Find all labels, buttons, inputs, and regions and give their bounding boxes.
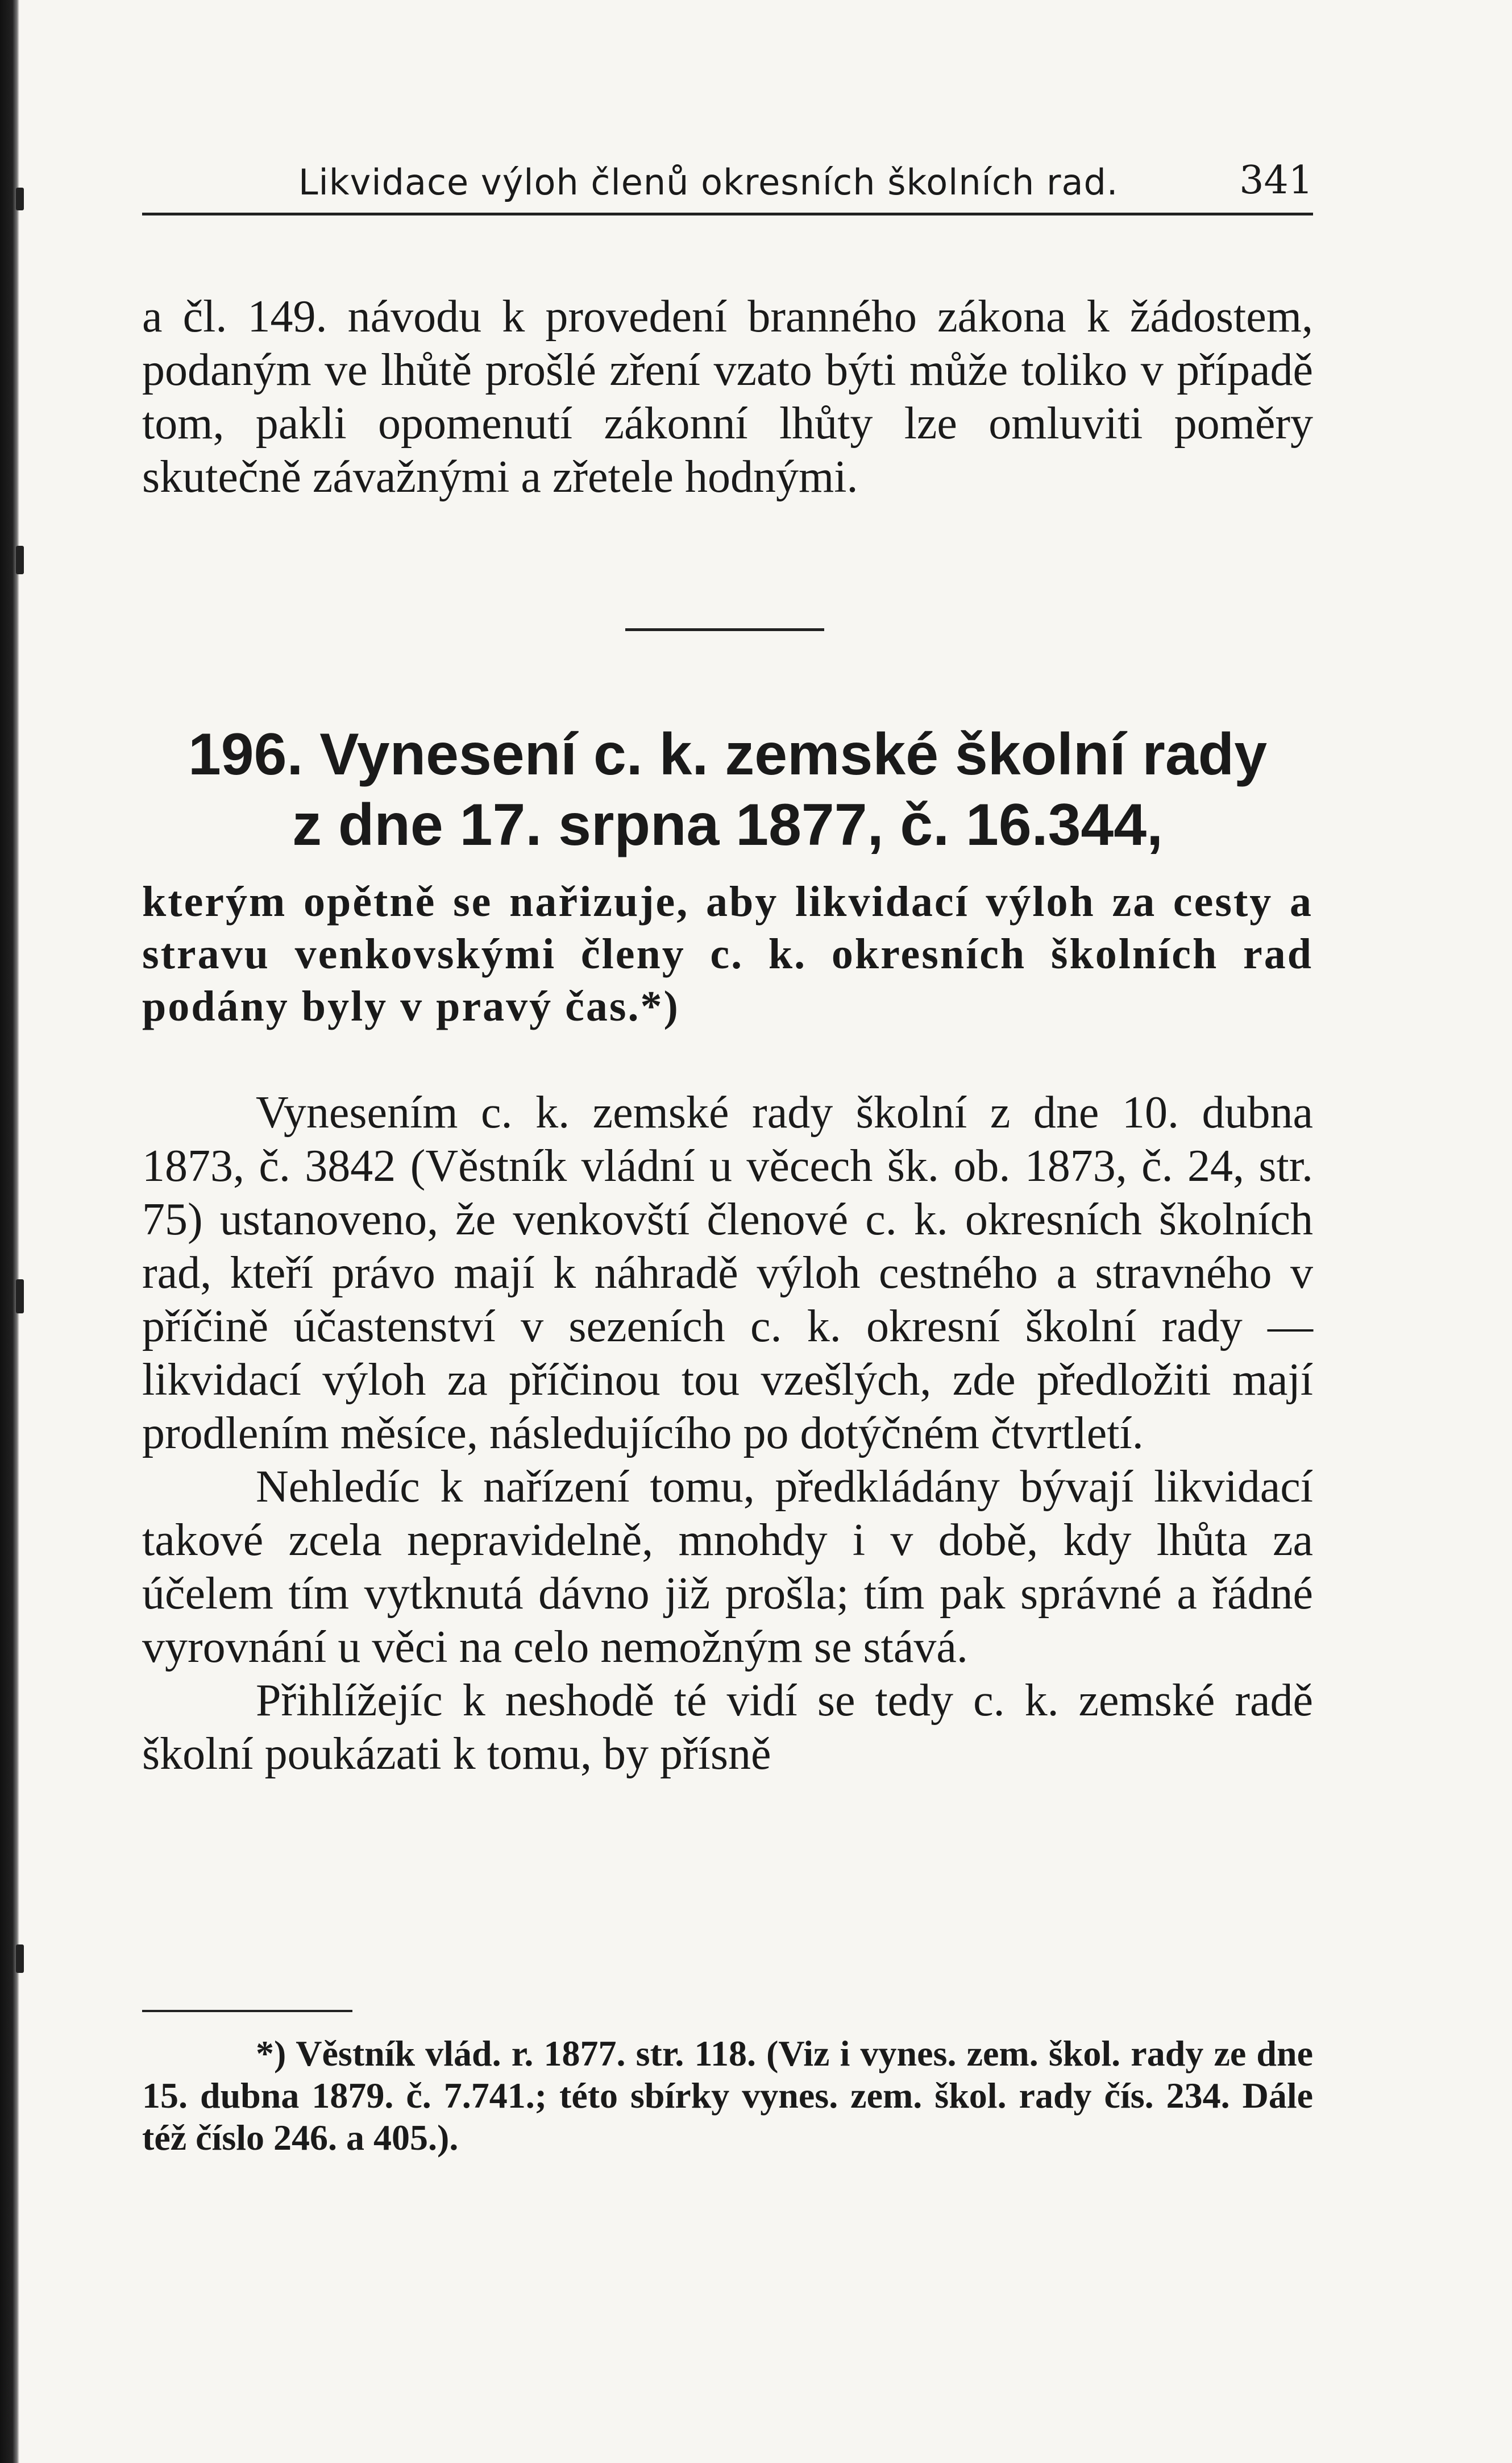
binding-mark xyxy=(16,546,24,574)
body-paragraph: Přihlížejíc k neshodě té vidí se tedy c. k. zemské radě školní poukázati k tomu, by přísně xyxy=(142,1676,1313,1779)
binding-mark xyxy=(16,1279,24,1313)
footnote xyxy=(142,2033,1313,2159)
binding-mark xyxy=(16,1944,24,1973)
binding-mark xyxy=(16,188,24,210)
page-binding-edge xyxy=(0,0,19,2463)
heading-line-2: z dne 17. srpna 1877, č. 16.344, xyxy=(292,792,1164,858)
header-title: Likvidace výloh členů okresních školních rad. xyxy=(298,161,1119,203)
page-number: 341 xyxy=(1239,158,1313,203)
heading-line-1: 196. Vynesení c. k. zemské školní rady xyxy=(188,722,1268,787)
footnote-text: *) Věstník vlád. r. 1877. str. 118. (Viz i vynes. zem. škol. rady ze dne 15. dubna 1879. č. 7.741.; této sbírky vynes. zem. škol. rady čís. 234. Dále též číslo 246. a 405.). xyxy=(142,2033,1313,2158)
body-paragraph: Vynesením c. k. zemské rady školní z dne 10. dubna 1873, č. 3842 (Věstník vládní u věcech šk. ob. 1873, č. 24, str. 75) ustanoveno, že venkovští členové c. k. okresních školních rad, kteří právo mají k náhradě výloh cestného a stravného v příčině účastenství v sezeních c. k. okresní školní rady — likvidací výloh za příčinou tou vzešlých, zde předložiti mají prodlením měsíce, následujícího po dotýčném čtvrtletí. xyxy=(142,1088,1313,1458)
intro-paragraph-block xyxy=(142,290,1313,504)
section-heading xyxy=(142,719,1313,860)
section-subheading: kterým opětně se nařizuje, aby likvidací výloh za cesty a stravu venkovskými členy c. k. okresních školních rad podány byly v pravý čas.*) xyxy=(142,878,1313,1030)
section-separator xyxy=(625,628,824,631)
body-text xyxy=(142,1086,1313,1781)
body-paragraph: Nehledíc k nařízení tomu, předkládány bývají likvidací takové zcela nepravidelně, mnohdy i v době, kdy lhůta za účelem tím vytknutá dávno již prošla; tím pak správné a řádné vyrovnání u věci na celo nemožným se stává. xyxy=(142,1462,1313,1672)
footnote-rule xyxy=(142,2010,352,2012)
intro-paragraph: a čl. 149. návodu k provedení branného zákona k žádostem, podaným ve lhůtě prošlé zření vzato býti může toliko v případě tom, pakli opomenutí zákonní lhůty lze omluviti poměry skutečně závažnými a zřetele hodnými. xyxy=(142,292,1313,502)
running-header xyxy=(142,150,1313,215)
